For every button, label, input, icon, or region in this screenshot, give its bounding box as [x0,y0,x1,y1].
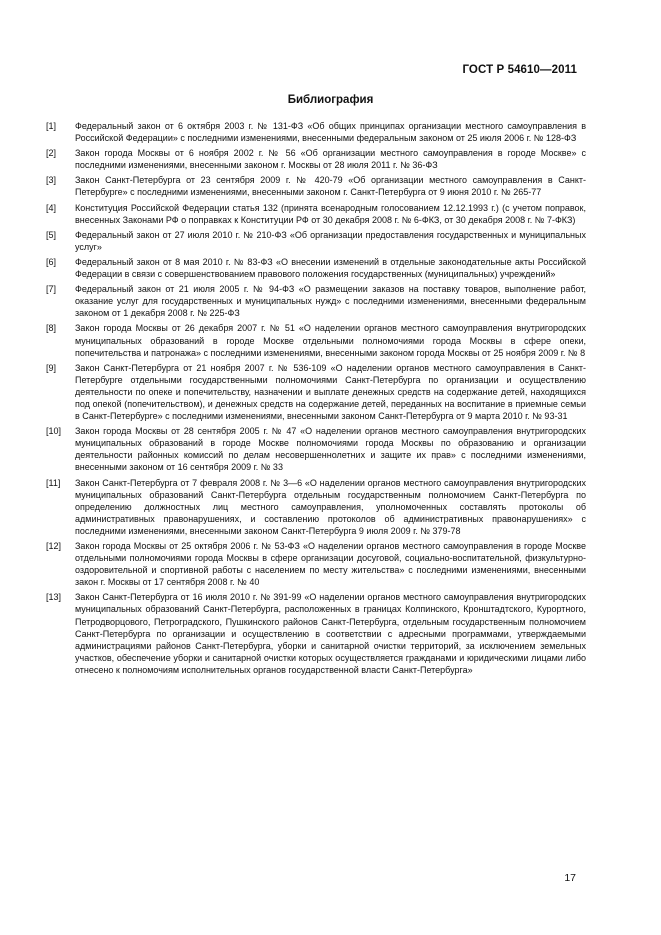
reference-text: Закон города Москвы от 28 сентября 2005 г. № 47 «О наделении органов местного самоуправления внутригородских муниципальных образований в городе Москве полномочиями города Москвы по образованию и организации деятельности районных комиссий по делам несовершеннолетних и защите их прав» с последними изменениями, внесенными законом от 16 сентября 2009 г. № 33 [75,426,586,473]
reference-item [46,362,586,422]
reference-text: Конституция Российской Федерации статья 132 (принята всенародным голосованием 12.12.1993 г.) (с учетом поправок, внесенных Законами РФ о поправках к Конституции РФ от 30 декабря 2008 г. № 6-ФКЗ, от 30 декабря 2008 г. № 7-ФКЗ) [75,202,586,225]
reference-item [46,256,586,280]
reference-item [46,147,586,171]
reference-number: [5] [46,229,57,240]
reference-text: Федеральный закон от 21 июля 2005 г. № 94-ФЗ «О размещении заказов на поставку товаров, выполнение работ, оказание услуг для государственных и муниципальных нужд» с последними изменениями, внесенными федеральным законом от 1 декабря 2008 г. № 225-ФЗ [75,284,586,319]
reference-text: Закон города Москвы от 25 октября 2006 г. № 53-ФЗ «О наделении органов местного самоуправления в городе Москве отдельными полномочиями города Москвы в сфере организации досуговой, социально-воспитательной, физкультурно-оздоровительной и спортивной работы с населением по месту жительства» с последними изменениями, внесенными закон г. Москвы от 17 сентября 2008 г. № 40 [75,541,586,588]
reference-text: Закон города Москвы от 6 ноября 2002 г. № 56 «Об организации местного самоуправления в городе Москве» с последними изменениями, внесенными законом г. Москвы от 28 июля 2011 г. № 36-ФЗ [75,148,586,171]
reference-item [46,283,586,319]
reference-item [46,425,586,473]
document-code: ГОСТ Р 54610—2011 [462,64,577,76]
bibliography-title: Библиография [287,94,374,106]
page-number: 17 [564,872,576,884]
reference-text: Федеральный закон от 6 октября 2003 г. № 131-ФЗ «Об общих принципах организации местного самоуправления в Российской Федерации» с последними изменениями, внесенными федеральным законом от 25 июля 2006 г. № 128-ФЗ [75,121,586,144]
reference-item [46,174,586,198]
reference-item [46,202,586,226]
reference-text: Федеральный закон от 8 мая 2010 г. № 83-ФЗ «О внесении изменений в отдельные законодательные акты Российской Федерации в связи с совершенствованием правового положения государственных (муниципальных) учреждений» [75,256,586,280]
reference-number: [7] [46,284,57,295]
reference-number: [2] [46,148,57,159]
reference-number: [4] [46,202,57,213]
reference-text: Закон Санкт-Петербурга от 16 июля 2010 г. № 391-99 «О наделении органов местного самоуправления внутригородских муниципальных образований Санкт-Петербурга, расположенных в границах Колпинского, Кронштадтского, Курортного, Петродворцового, Петроградского, Пушкинского районов Санкт-Петербурга, отдельным государственным полномочием Санкт-Петербурга по организации и осуществлению в соответствии с адресными программами, утверждаемыми администрациями районов Санкт-Петербурга, уборки и санитарной очистки территорий, за исключением земельных участков, обеспечение уборки и санитарной очистки которых осуществляется гражданами и юридическими лицами либо отнесено к полномочиям исполнительных органов государственной власти Санкт-Петербурга» [75,592,586,675]
reference-text: Закон Санкт-Петербурга от 23 сентября 2009 г. № 420-79 «Об организации местного самоуправления в Санкт-Петербурге» с последними изменениями, внесенными законом г. Санкт-Петербурга от 9 июня 2010 г. № 265-77 [75,175,586,198]
reference-text: Закон Санкт-Петербурга от 21 ноября 2007 г. № 536-109 «О наделении органов местного самоуправления в Санкт-Петербурге отдельными государственными полномочиями Санкт-Петербурга по организации и осуществлению деятельности по опеке и попечительству, назначении и выплате денежных средств на содержание детей, находящихся под опекой (попечительством), и денежных средств на содержание детей, переданных на воспитание в приемные семьи в Санкт-Петербурге» с последними изменениями, внесенными законом Санкт-Петербурга от 9 марта 2010 г. № 93-31 [75,362,586,422]
reference-number: [6] [46,256,57,267]
reference-number: [10] [46,426,62,437]
reference-item [46,540,586,588]
reference-number: [1] [46,121,57,131]
reference-number: [3] [46,175,57,186]
reference-number: [11] [46,477,61,488]
reference-text: Закон Санкт-Петербурга от 7 февраля 2008 г. № 3—6 «О наделении органов местного самоуправления внутригородских муниципальных образований Санкт-Петербурга отдельным государственным полномочием Санкт-Петербурга по определению должностных лиц местного самоуправления, уполномоченных составлять протоколы об административных правонарушениях, и составлению протоколов об административных правонарушениях» с последними изменениями, внесенными законом Санкт-Петербурга 9 июля 2009 г. № 379-78 [75,477,586,536]
reference-item [46,229,586,253]
reference-number: [8] [46,323,57,334]
reference-item [46,477,586,537]
reference-number: [12] [46,541,62,551]
reference-text: Закон города Москвы от 26 декабря 2007 г. № 51 «О наделении органов местного самоуправления внутригородских муниципальных образований в городе Москве отдельными полномочиями города Москвы в сфере опеки, попечительства и патронажа» с последними изменениями, внесенными законом города Москвы от 25 ноября 2009 г. № 8 [75,323,586,358]
reference-item [46,591,586,676]
reference-text: Федеральный закон от 27 июля 2010 г. № 210-ФЗ «Об организации предоставления государственных и муниципальных услуг» [75,229,586,252]
reference-list [46,120,586,679]
reference-number: [13] [46,592,62,603]
reference-item [46,322,586,358]
reference-item [46,120,586,144]
reference-number: [9] [46,362,57,373]
